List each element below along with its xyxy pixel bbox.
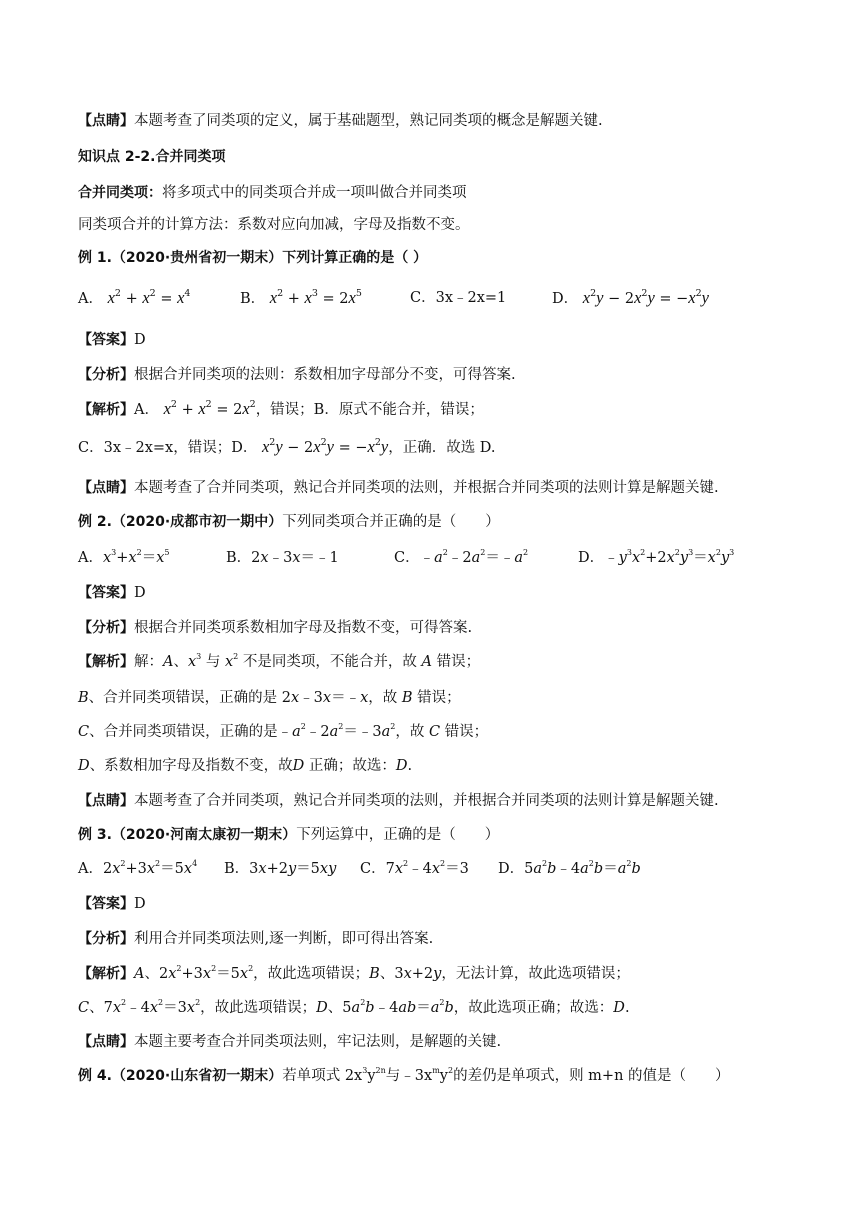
section-heading: 知识点 2-2.合并同类项 — [78, 149, 226, 165]
method-line: 同类项合并的计算方法：系数对应向加减，字母及指数不变。 — [78, 217, 470, 233]
example-1-solution-2: C．3x﹣2x=x，错误；D． $x^2y - 2x^2y = -x^2y$，正确．故选 D. — [78, 437, 496, 456]
example-3-analysis: 【分析】利用合并同类项法则,逐一判断，即可得出答案. — [78, 931, 434, 947]
example-1-analysis: 【分析】根据合并同类项的法则：系数相加字母部分不变，可得答案. — [78, 367, 516, 383]
example-2-title: 例 2.（2020·成都市初一期中）下列同类项合并正确的是（ ） — [78, 514, 500, 530]
example-1-comment: 【点睛】本题考查了合并同类项，熟记合并同类项的法则，并根据合并同类项的法则计算是解题关键. — [78, 480, 719, 496]
option-b: B． $x^2 + x^3 = 2x^5$ — [240, 288, 362, 307]
example-2-solution-d: D、系数相加字母及指数不变，故D 正确；故选：D. — [78, 758, 413, 774]
comment-tag: 【点睛】 — [78, 113, 134, 129]
example-2-analysis: 【分析】根据合并同类项系数相加字母及指数不变，可得答案. — [78, 620, 473, 636]
definition-term: 合并同类项： — [78, 185, 162, 201]
example-2-solution-c: C、合并同类项错误，正确的是$﹣a^2﹣2a^2=﹣3a^2$，故 C 错误； — [78, 722, 489, 740]
example-3-solution: 【解析】A、$2x^2+3x^2=5x^2$，故此选项错误；B、3x+2y，无法计算，故此选项错误； — [78, 964, 630, 982]
option-d: D．$﹣y^3x^2+2x^2y^3=x^2y^3$ — [578, 548, 735, 566]
option-b: B．2x﹣3x＝﹣1 — [226, 550, 339, 566]
example-1-title: 例 1.（2020·贵州省初一期末）下列计算正确的是（ ） — [78, 250, 428, 266]
example-3-options — [78, 859, 798, 881]
example-2-solution: 【解析】解：A、$x^3$ 与 $x^2$ 不是同类项，不能合并，故 A 错误； — [78, 652, 481, 670]
example-3-comment: 【点睛】本题主要考查合并同类项法则，牢记法则，是解题的关键. — [78, 1034, 502, 1050]
example-2-answer: 【答案】D — [78, 585, 146, 601]
example-4-title: 例 4.（2020·山东省初一期末）若单项式 $2x^3y^{2n}$与$﹣3x^my^2$的差仍是单项式，则 m+n 的值是（ ） — [78, 1066, 730, 1084]
option-d: D． $x^2y - 2x^2y = -x^2y$ — [552, 288, 709, 307]
comment-line-top — [78, 111, 603, 131]
definition-line — [78, 183, 467, 203]
option-c: C．$7x^2﹣4x^2=3$ — [360, 859, 469, 877]
option-a: A．$x^3+x^2=x^5$ — [78, 548, 170, 566]
example-1-solution: 【解析】A． $x^2 + x^2 = 2x^2$，错误；B．原式不能合并，错误； — [78, 399, 484, 418]
example-2-options — [78, 548, 798, 570]
option-a: A． $x^2 + x^2 = x^4$ — [78, 288, 191, 307]
option-c: C．$﹣a^2﹣2a^2=﹣a^2$ — [394, 548, 529, 566]
comment-text: 本题考查了同类项的定义，属于基础题型，熟记同类项的概念是解题关键. — [134, 113, 603, 129]
option-a: A．$2x^2+3x^2=5x^4$ — [78, 859, 198, 877]
option-d: D．$5a^2b﹣4a^2b=a^2b$ — [498, 859, 641, 877]
example-3-title: 例 3.（2020·河南太康初一期末）下列运算中，正确的是（ ） — [78, 827, 500, 843]
example-3-answer: 【答案】D — [78, 896, 146, 912]
example-1-options — [78, 288, 798, 310]
example-3-solution-2: C、$7x^2﹣4x^2=3x^2$，故此选项错误；D、$5a^2b﹣4ab=a^2b$，故此选项正确；故选：D. — [78, 998, 630, 1016]
option-c: C．3x﹣2x=1 — [410, 290, 507, 306]
option-b: B．3x+2y＝5xy — [224, 861, 337, 877]
example-2-solution-b: B、合并同类项错误，正确的是 2x﹣3x＝﹣x，故 B 错误； — [78, 690, 461, 706]
example-1-answer: 【答案】D — [78, 332, 146, 348]
definition-text: 将多项式中的同类项合并成一项叫做合并同类项 — [162, 185, 467, 201]
example-2-comment: 【点睛】本题考查了合并同类项，熟记合并同类项的法则，并根据合并同类项的法则计算是解题关键. — [78, 793, 719, 809]
